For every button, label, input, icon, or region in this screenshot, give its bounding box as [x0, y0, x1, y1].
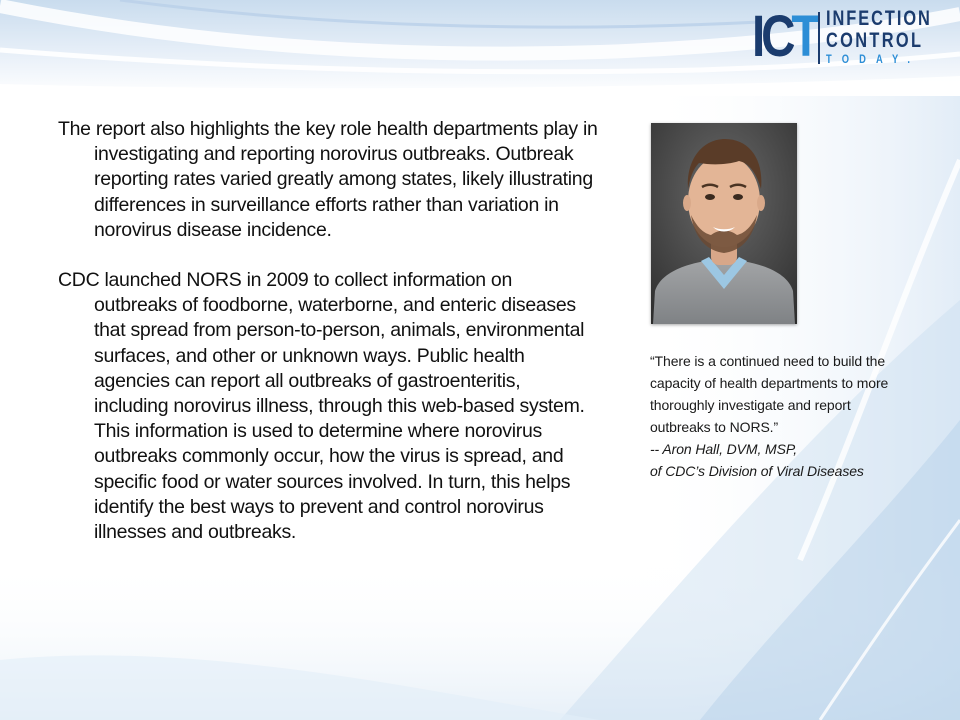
quote-attribution-name: -- Aron Hall, DVM, MSP,: [650, 441, 798, 457]
paragraph-nors: CDC launched NORS in 2009 to collect information on outbreaks of foodborne, waterborne, and enteric diseases that spread from person-to-person, animals, environmental surfaces, and other or unknown ways. Public health agencies can report all outbreaks of gastroenteritis, including norovirus illness, through this web-based system. This information is used to determine where norovirus outbreaks commonly occur, how the virus is spread, and specific food or water sources involved. In turn, this helps identify the best ways to prevent and control norovirus illnesses and outbreaks.: [58, 269, 585, 544]
quote-block: [650, 350, 900, 482]
body-text: [58, 117, 598, 570]
logo-divider: [818, 12, 820, 64]
logo-line-today: TODAY.: [826, 52, 921, 66]
logo-ict-text: ICT: [752, 4, 817, 69]
paragraph-report: The report also highlights the key role health departments play in investigating and reporting norovirus outbreaks. Outbreak reporting rates varied greatly among states, likely illustrating differences in surveillance efforts rather than variation in norovirus disease incidence.: [58, 118, 598, 241]
logo-ict-mark: [752, 4, 817, 69]
quote-attribution-org: of CDC’s Division of Viral Diseases: [650, 463, 864, 479]
logo-line-control: CONTROL: [826, 29, 924, 52]
speaker-photo: [651, 123, 797, 324]
quote-text: “There is a continued need to build the capacity of health departments to more thoroughly investigate and report outbreaks to NORS.”: [650, 353, 889, 435]
ict-logo: [752, 4, 944, 69]
logo-line-infection: INFECTION: [826, 7, 932, 30]
